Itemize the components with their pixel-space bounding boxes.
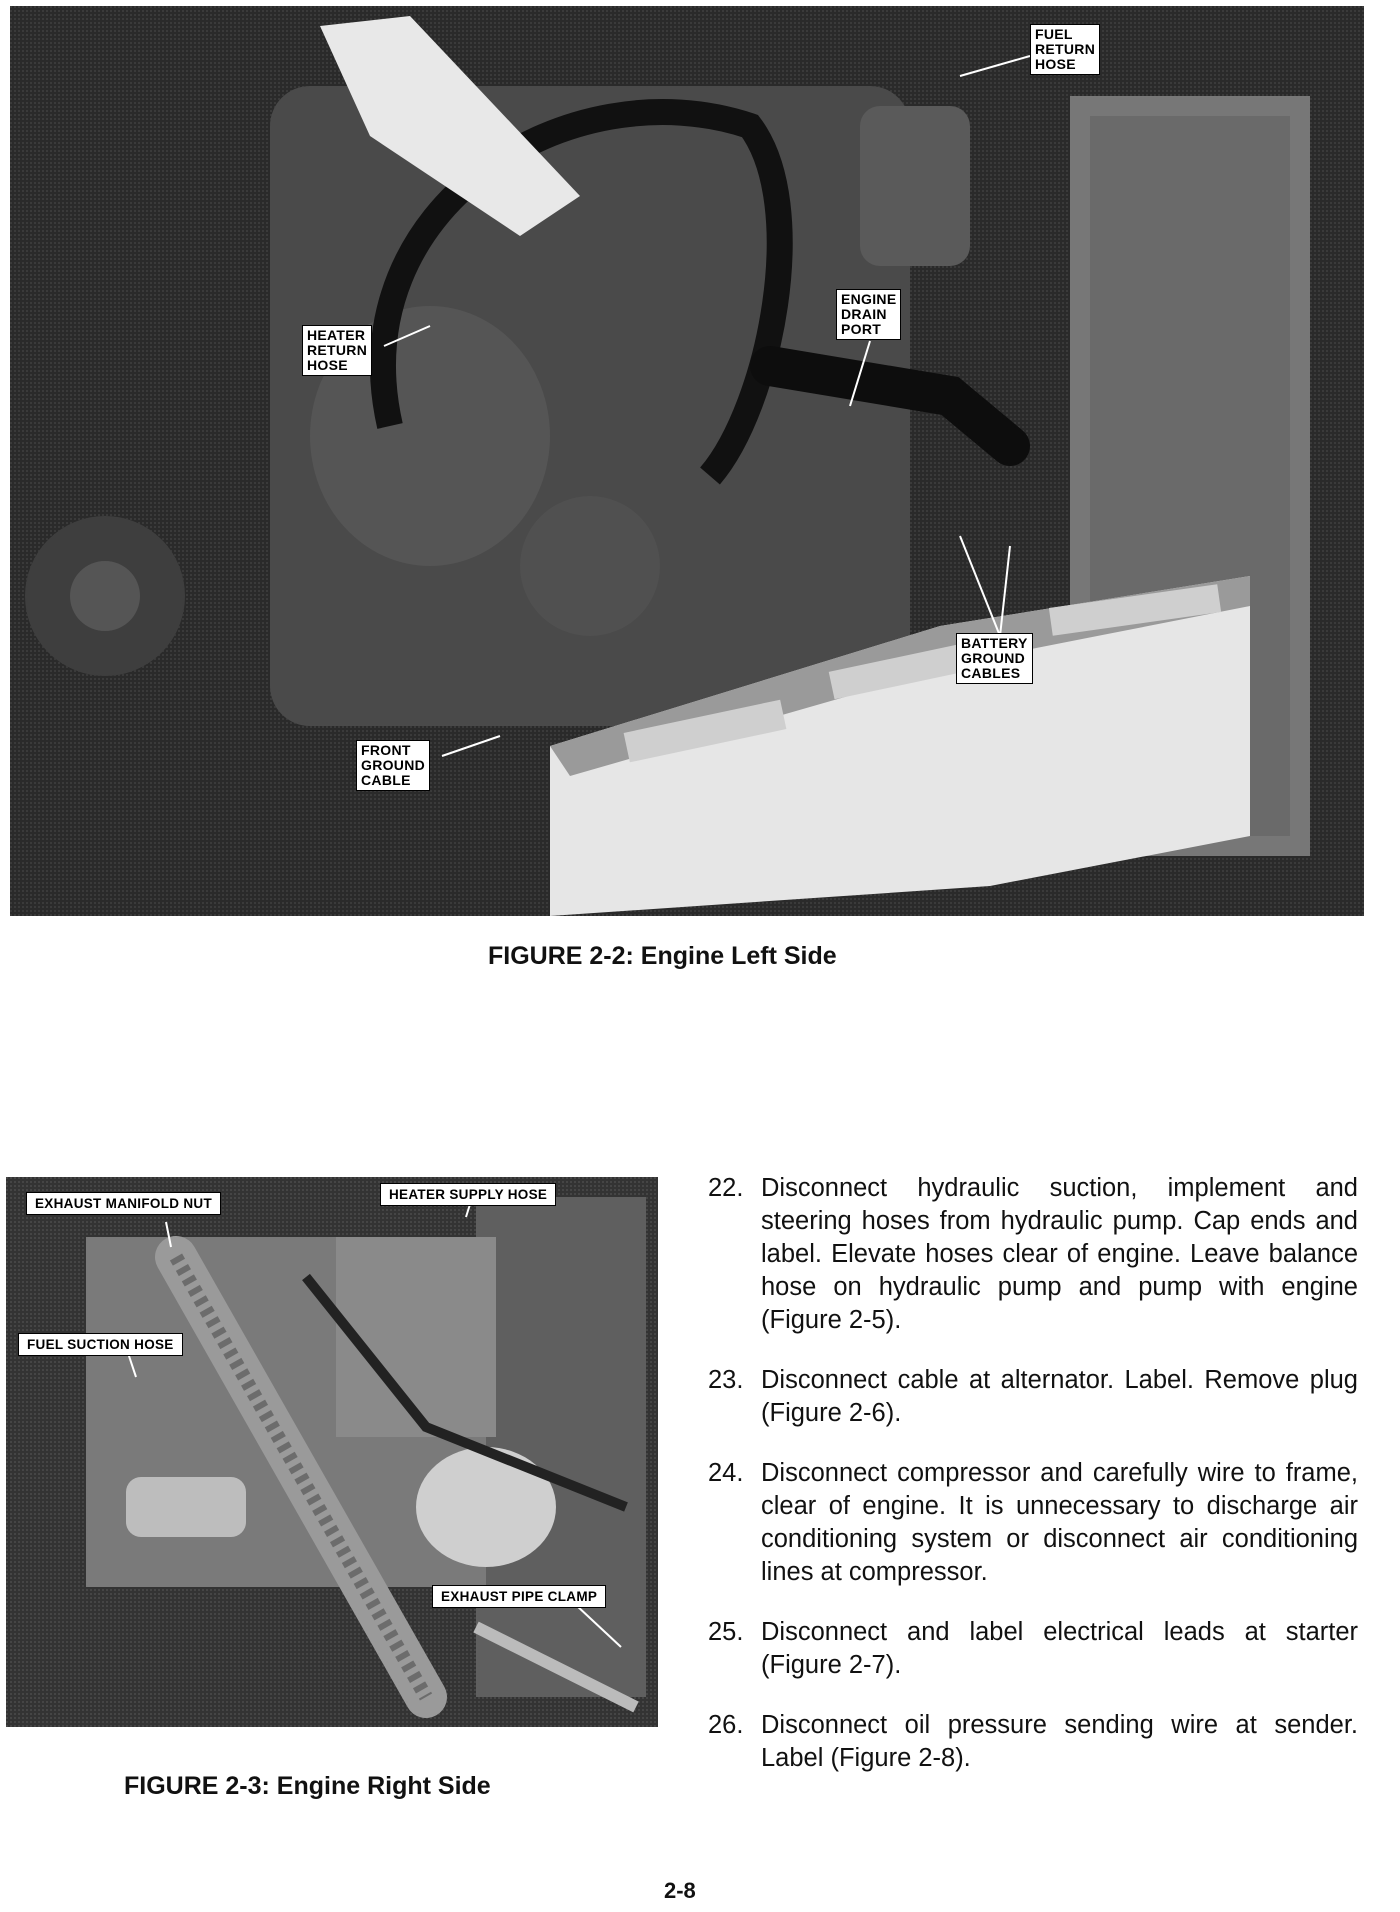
callout-fuel-return-hose: FUEL RETURN HOSE [1030,24,1100,75]
callout-exhaust-pipe-clamp: EXHAUST PIPE CLAMP [432,1585,606,1608]
callout-engine-drain-port: ENGINE DRAIN PORT [836,289,901,340]
step-text: Disconnect and label electrical leads at starter (Figure 2-7). [761,1618,1358,1679]
step-number: 23. [708,1366,744,1394]
engine-left-side-photo [10,6,1364,916]
figure-2-3-caption: FIGURE 2-3: Engine Right Side [124,1772,491,1800]
step-number: 24. [708,1459,744,1487]
step-text: Disconnect oil pressure sending wire at sender. Label (Figure 2-8). [761,1711,1358,1772]
engine-left-photo-drawing [10,6,1364,916]
page-number: 2-8 [664,1878,696,1903]
step-number: 22. [708,1174,744,1202]
step-22 [708,1172,1358,1337]
step-text: Disconnect cable at alternator. Label. Remove plug (Figure 2-6). [761,1366,1358,1427]
step-text: Disconnect hydraulic suction, implement and steering hoses from hydraulic pump. Cap ends and label. Elevate hoses clear of engine. Leave balance hose on hydraulic pump and pump with engine (Figure 2-5). [761,1174,1358,1334]
instruction-steps [708,1172,1358,1802]
step-23 [708,1364,1358,1430]
engine-right-side-photo [6,1177,658,1727]
step-number: 26. [708,1711,744,1739]
callout-exhaust-manifold-nut: EXHAUST MANIFOLD NUT [26,1192,221,1215]
step-26 [708,1709,1358,1775]
step-number: 25. [708,1618,744,1646]
callout-heater-supply-hose: HEATER SUPPLY HOSE [380,1183,556,1206]
callout-battery-ground-cables: BATTERY GROUND CABLES [956,633,1033,684]
callout-heater-return-hose: HEATER RETURN HOSE [302,325,372,376]
callout-front-ground-cable: FRONT GROUND CABLE [356,740,430,791]
step-text: Disconnect compressor and carefully wire to frame, clear of engine. It is unnecessary to discharge air conditioning system or disconnect air conditioning lines at compressor. [761,1459,1358,1586]
step-24 [708,1457,1358,1589]
engine-right-photo-drawing [6,1177,658,1727]
step-25 [708,1616,1358,1682]
figure-2-2-caption: FIGURE 2-2: Engine Left Side [488,942,837,970]
callout-fuel-suction-hose: FUEL SUCTION HOSE [18,1333,183,1356]
